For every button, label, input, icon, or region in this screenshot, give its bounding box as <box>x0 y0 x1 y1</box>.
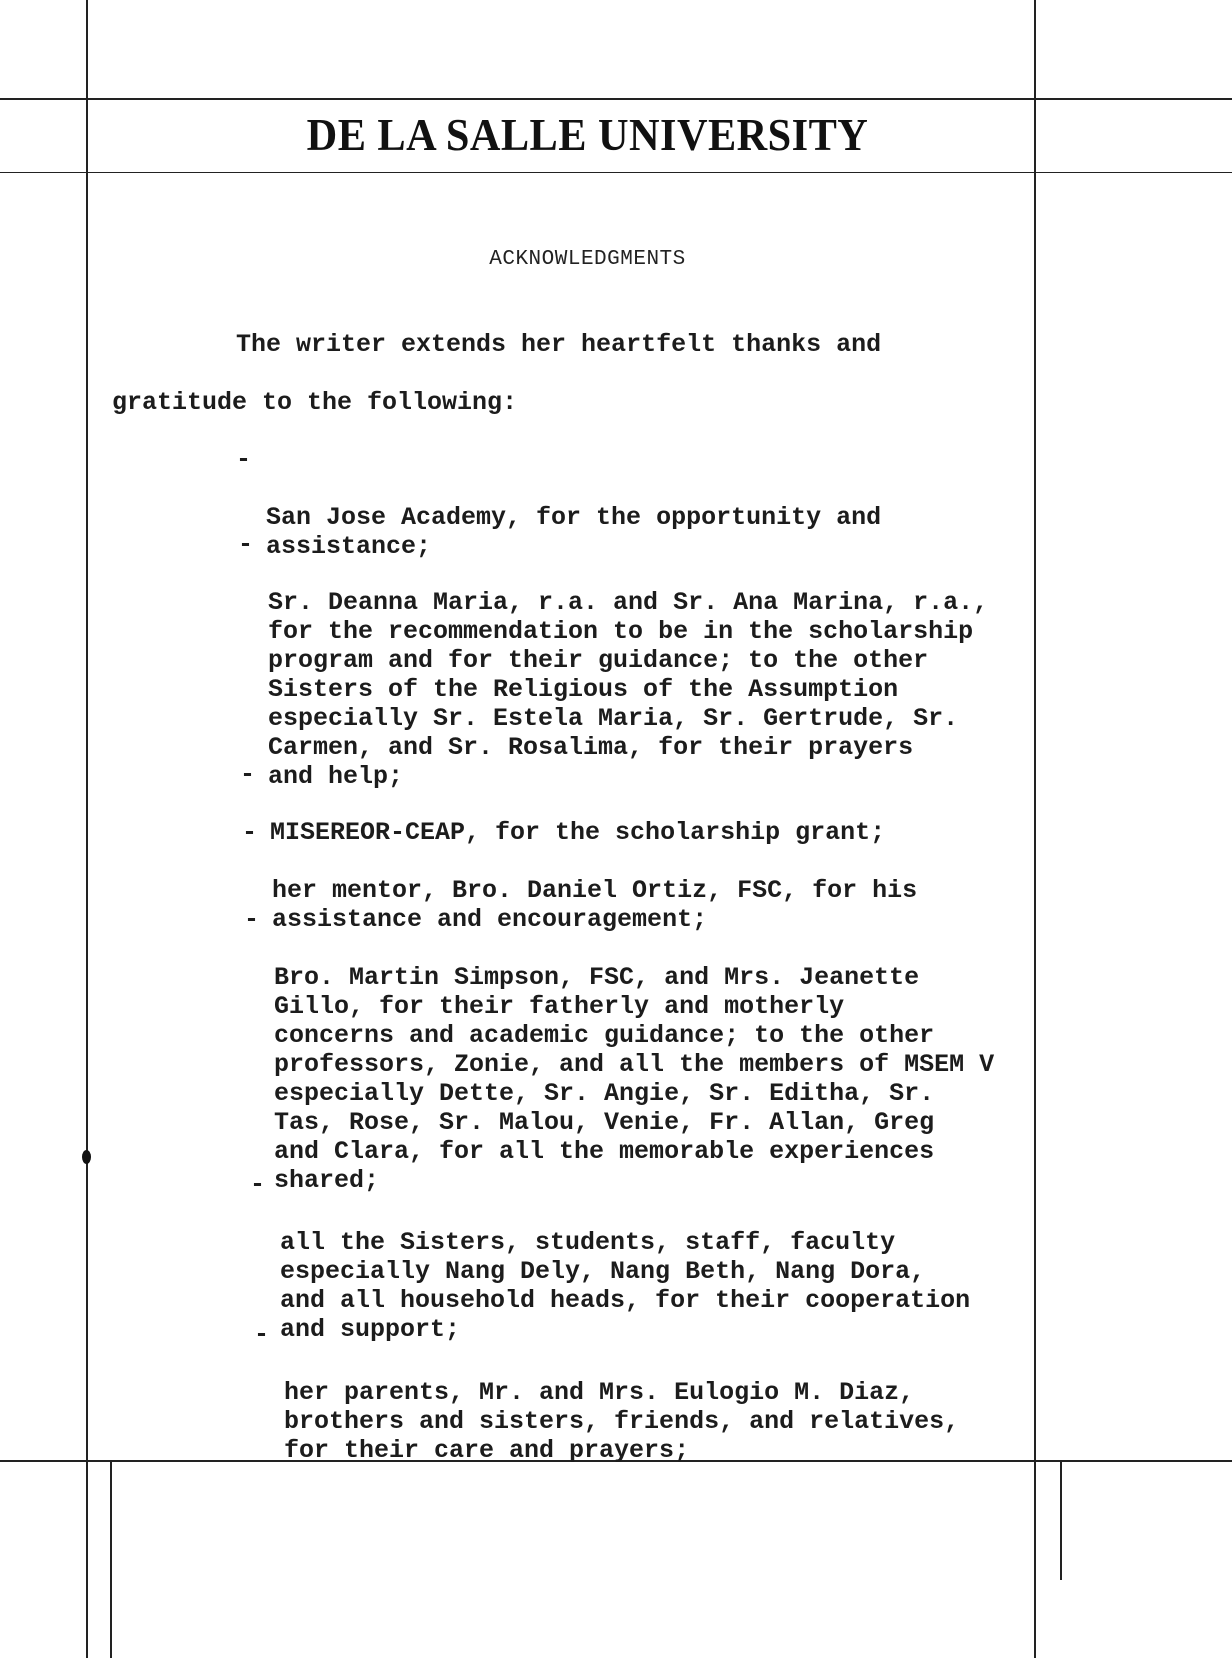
list-item-dash: - <box>244 905 260 934</box>
list-item-text: Sr. Deanna Maria, r.a. and Sr. Ana Marina, r.a., for the recommendation to be in the scholarship program and for their guidance; to the other Sisters of the Religious of the Assumption especially Sr. Estela Maria, Sr. Gertrude, Sr. Carmen, and Sr. Rosalima, for their prayers and help; <box>268 588 989 791</box>
list-item-text: MISEREOR-CEAP, for the scholarship grant; <box>270 818 886 847</box>
list-item-dash: - <box>238 530 254 559</box>
list-item <box>238 530 989 791</box>
list-item-text: her parents, Mr. and Mrs. Eulogio M. Diaz, brothers and sisters, friends, and relatives, for their care and prayers; <box>284 1378 960 1465</box>
right-margin-rule <box>1060 1460 1062 1580</box>
intro-line-1: The writer extends her heartfelt thanks and <box>236 330 882 359</box>
list-item-text: San Jose Academy, for the opportunity and assistance; <box>266 503 882 561</box>
list-item-dash: - <box>250 1170 266 1199</box>
page-header-title: DE LA SALLE UNIVERSITY <box>306 109 869 160</box>
intro-line-2: gratitude to the following: <box>112 388 518 417</box>
list-item-text: her mentor, Bro. Daniel Ortiz, FSC, for his assistance and encouragement; <box>272 876 918 934</box>
list-item-text: all the Sisters, students, staff, faculty especially Nang Dely, Nang Beth, Nang Dora, and all household heads, for their cooperation and support; <box>280 1228 971 1344</box>
list-item <box>250 1170 971 1344</box>
top-border-rule <box>0 98 1232 100</box>
list-item <box>254 1320 960 1465</box>
header-underline-rule <box>0 172 1232 173</box>
section-heading: ACKNOWLEDGMENTS <box>489 248 686 271</box>
list-item-text: Bro. Martin Simpson, FSC, and Mrs. Jeanette Gillo, for their fatherly and motherly concerns and academic guidance; to the other professors, Zonie, and all the members of MSEM V especially Dette, Sr. Angie, Sr. Editha, Sr. Tas, Rose, Sr. Malou, Venie, Fr. Allan, Greg and Clara, for all the memorable experiences shared; <box>274 963 995 1195</box>
list-item-dash: - <box>254 1320 270 1349</box>
list-item-dash: - <box>242 818 258 847</box>
scan-speck <box>82 1150 91 1164</box>
list-item-dash: - <box>236 445 252 474</box>
list-item-dash: - <box>240 760 256 789</box>
left-margin-rule <box>110 1460 112 1658</box>
